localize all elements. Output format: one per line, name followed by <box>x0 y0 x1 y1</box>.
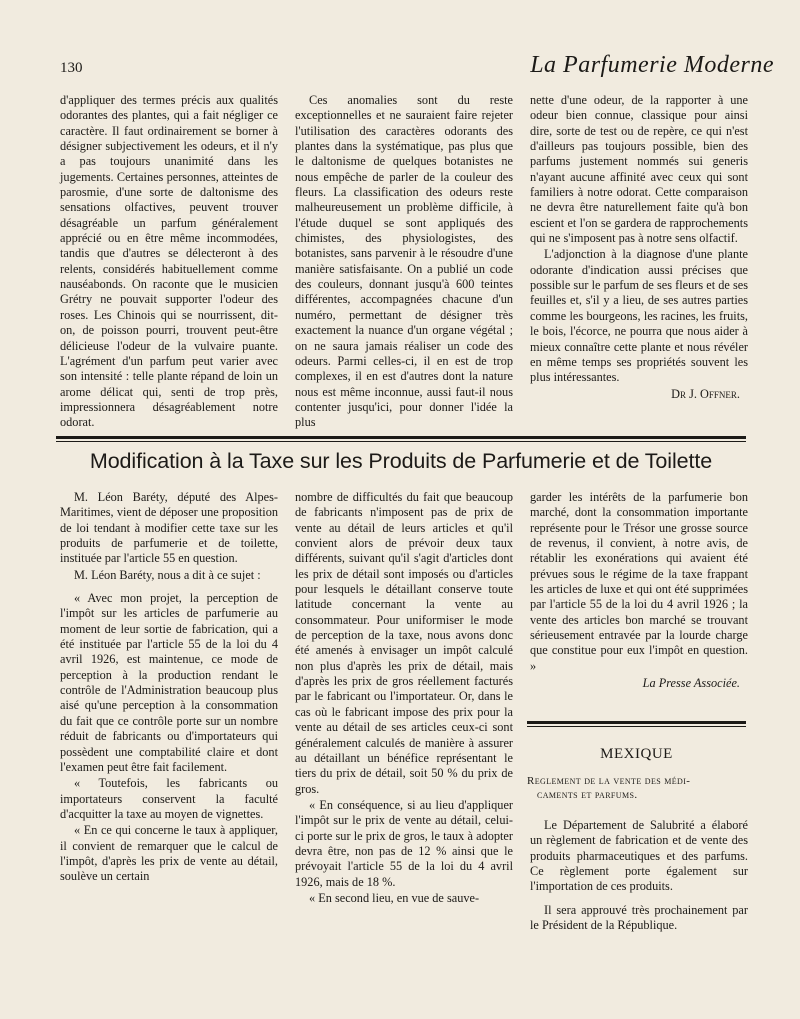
article2-col2-paragraph-2: « En conséquence, si au lieu d'appliquer l'impôt sur le prix de vente au détail, celui-ci porte sur le prix de gros, le taux à adopter devra être, non pas de 12 % ainsi que le prévoyait l'article 55 de la loi du 4 avril 1926, mais de 18 %. <box>295 797 513 889</box>
article1-col3-paragraph-2: L'adjonction à la diagnose d'une plante odorante d'indication aussi précises que possible sur le parfum de ses fleurs et de ses feuilles et, s'il y a lieu, de ses autres parties comme les bourgeons, les racines, les fruits, le bois, l'écorce, ne pourra que nous aider à mieux connaître cette plante et nous révéler en même temps ses propriétés souvent les plus intéressantes. <box>530 247 748 385</box>
mexique-title: MEXIQUE <box>600 746 673 762</box>
article1-col1-paragraph-1: d'appliquer des termes précis aux qualités odorantes des plantes, qui a fait négliger ce caractère. Il faut ordinairement se borner à désigner subjectivement les odeurs, et il n'y a pas toujours unanimité dans les jugements. Certaines personnes, atteintes de parosmie, d'une sorte de daltonisme des sensations olfactives, peuvent trouver désagréable un parfum généralement apprécié ou en être même incommodées, tandis que d'autres se délecteront à des relents, considérés habituellement comme nauséabonds. On raconte que le musicien Grétry ne pouvait supporter l'odeur des roses. Les Chinois qui se nourrissent, dit-on, de poisson pourri, trouvent peut-être délicieuse l'odeur de la vulvaire puante. L'agrément d'un parfum peut varier avec son intensité : telle plante répand de loin un arome délicat qui, senti de trop près, impressionnera désagréablement notre odorat. <box>60 93 278 430</box>
article2-column-2 <box>295 490 513 907</box>
article2-col1-paragraph-1: M. Léon Baréty, député des Alpes-Maritimes, vient de déposer une proposition de loi tendant à modifier cette taxe sur les produits de parfumerie et de toilette, instituée par l'article 55 en question. <box>60 490 278 566</box>
article1-column-3 <box>530 93 748 402</box>
article2-col1-paragraph-5: « En ce qui concerne le taux à appliquer, il convient de remarquer que le calcul de l'impôt, d'après les prix de vente au détail, soulève un certain <box>60 823 278 884</box>
article2-col1-paragraph-3: « Avec mon projet, la perception de l'impôt sur les articles de parfumerie au moment de leur sortie de fabrication, qui a été instituée par l'article 55 de la loi du 4 avril 1926, est maintenue, ce mode de perception à la production rendant le contrôle de l'Administration beaucoup plus aisé qu'une perception à la consommation du fait que ce contrôle porte sur un nombre réduit de fabricants ou d'importateurs qui possèdent une comptabilité claire et dont l'examen peut être fait facilement. <box>60 591 278 774</box>
mexique-paragraph-1: Le Département de Salubrité a élaboré un règlement de fabrication et de vente des produits pharmaceutiques et des parfums. Ce règlement porte également sur l'importation de ces produits. <box>530 818 748 894</box>
mexique-body <box>530 818 748 934</box>
mexique-paragraph-2: Il sera approuvé très prochainement par le Président de la République. <box>530 902 748 933</box>
section-divider-thick <box>56 436 746 439</box>
source-credit: La Presse Associée. <box>642 676 740 691</box>
article2-column-1 <box>60 490 278 886</box>
journal-title: La Parfumerie Moderne <box>530 52 774 78</box>
article2-col1-paragraph-2: M. Léon Baréty, nous a dit à ce sujet : <box>74 567 261 582</box>
article2-col3-paragraph-1: garder les intérêts de la parfumerie bon marché, dont la consommation importante représente pour le Trésor une grosse source de revenus, il convient, à notre avis, de rétablir les exonérations qui avaient été prévues sous le régime de la taxe frappant les articles de luxe et qui ont été supprimées par l'article 55 de la loi du 4 avril 1926 ; la vente des articles bon marché se trouvant sérieusement entravée par la lourde charge que constitue pour eux l'impôt en question. » <box>530 490 748 673</box>
mexique-subtitle <box>527 774 746 802</box>
article2-col2-paragraph-1: nombre de difficultés du fait que beaucoup de fabricants n'imposent pas de prix de vente au détail de leurs articles et qu'il convient alors de prévoir deux taux différents, suivant qu'il s'agit d'articles dont les prix de détail sont imposés ou d'articles pour lesquels le détaillant conserve toute latitude concernant la vente au consommateur. Pour uniformiser le mode de perception de la taxe, nous avons donc été amenés à envisager un impôt calculé non plus d'après les prix de détail, mais d'après les prix de gros réellement facturés par le fabricant ou l'importateur. Or, dans le cas où le fabricant impose des prix pour la vente au détail de ses articles ceux-ci sont généralement calculés de manière à assurer au détaillant un bénéfice représentant le tiers du prix de détail, soit 50 % du prix de gros. <box>295 490 513 796</box>
article2-col1-paragraph-4: « Toutefois, les fabricants ou importateurs conservent la faculté d'acquitter la taxe au moyen de vignettes. <box>60 776 278 821</box>
article2-col2-paragraph-3: « En second lieu, en vue de sauve- <box>309 890 480 905</box>
article1-col3-paragraph-1: nette d'une odeur, de la rapporter à une odeur bien connue, classique pour ainsi dire, sorte de test ou de repère, ce qui n'est d'ailleurs pas toujours possible, bien des parfums justement nommés sui generis n'ayant aucune affinité avec ceux qui sont familiers à notre odorat. Cette comparaison ne devra être naturellement faite qu'à bon escient et l'on se gardera de rapprochements qui ne s'imposent pas à notre sens olfactif. <box>530 93 748 246</box>
section-divider-thin <box>56 441 746 442</box>
article2-column-3 <box>530 490 748 691</box>
mexique-subtitle-line-1: Reglement de la vente des médi- <box>527 775 691 787</box>
article1-column-2 <box>295 93 513 432</box>
article2-headline: Modification à la Taxe sur les Produits de Parfumerie et de Toilette <box>89 449 713 473</box>
article1-column-1 <box>60 93 278 432</box>
mexique-divider-thick <box>527 721 746 724</box>
mexique-subtitle-line-2: caments et parfums. <box>537 789 638 801</box>
page-number: 130 <box>60 60 83 76</box>
article1-col2-paragraph-1: Ces anomalies sont du reste exceptionnelles et ne sauraient faire rejeter l'utilisation des caractères odorants des plantes dans la systématique, pas plus que le daltonisme de quelques botanistes ne nous empêche de parler de la couleur des fleurs. La classification des odeurs reste malheureusement un problème difficile, à l'étude duquel se sont appliqués des chimistes, des physiologistes, des botanistes, sans parvenir à le résoudre d'une manière satisfaisante. On a publié un code des couleurs, donnant jusqu'à 600 teintes différentes, accompagnées chacune d'un numéro, permettant de désigner très exactement la nuance d'un organe végétal ; on ne saura jamais réaliser un code des odeurs. Parmi celles-ci, il en est de trop complexes, il en est d'autres dont la nature nous est même inconnue, aussi faut-il nous contenter jusqu'ici, pour donner l'idée la plus <box>295 93 513 430</box>
mexique-divider-thin <box>527 726 746 727</box>
author-signature: Dr J. Offner. <box>671 386 740 401</box>
